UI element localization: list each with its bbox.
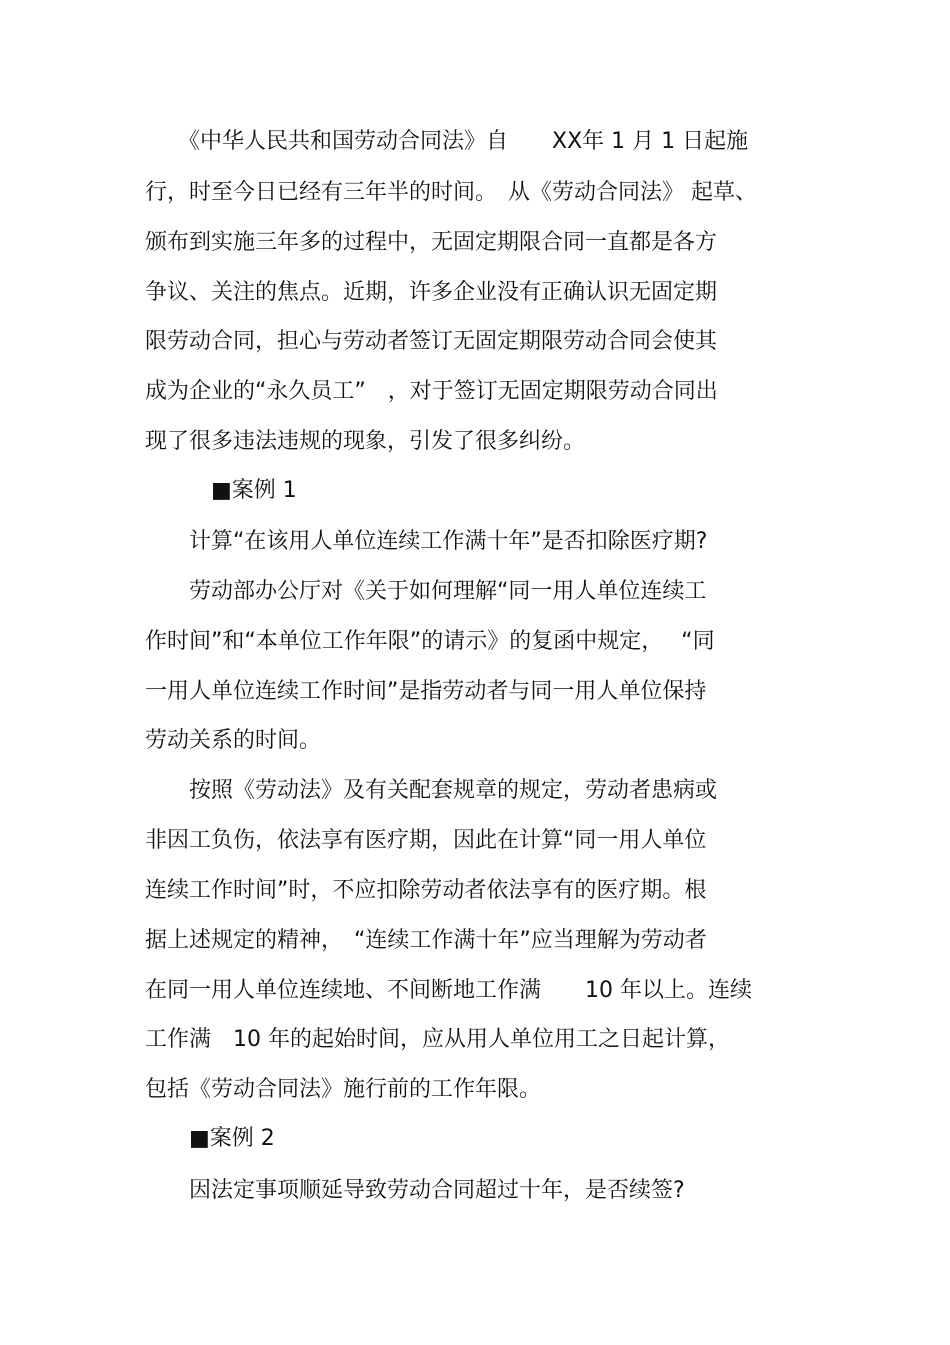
text-line: 在同一用人单位连续地、不间断地工作满 10 年以上。连续 (145, 978, 752, 1003)
text-line: 行，时至今日已经有三年半的时间。 从《劳动合同法》 起草、 (145, 180, 757, 205)
case-question: 因法定事项顺延导致劳动合同超过十年，是否续签? (145, 1178, 685, 1203)
case-heading: ■案例 2 (145, 1126, 275, 1151)
text-line: 工作满 10 年的起始时间，应从用人单位用工之日起计算， (145, 1027, 730, 1052)
text-line: 现了很多违法违规的现象，引发了很多纠纷。 (145, 429, 586, 454)
text-line: 劳动部办公厅对《关于如何理解“同一用人单位连续工 (145, 579, 707, 604)
case-heading: ■案例 1 (145, 478, 297, 503)
text-line: 包括《劳动合同法》施行前的工作年限。 (145, 1077, 542, 1102)
text-line: 《中华人民共和国劳动合同法》自 XX年 1 月 1 日起施 (145, 129, 749, 154)
text-line: 作时间”和“本单位工作年限”的请示》的复函中规定， “同 (145, 629, 715, 654)
text-line: 劳动关系的时间。 (145, 728, 322, 753)
text-line: 颁布到实施三年多的过程中，无固定期限合同一直都是各方 (145, 230, 718, 255)
text-line: 按照《劳动法》及有关配套规章的规定，劳动者患病或 (145, 778, 718, 803)
text-line: 据上述规定的精神， “连续工作满十年”应当理解为劳动者 (145, 928, 707, 953)
case-question: 计算“在该用人单位连续工作满十年”是否扣除医疗期? (145, 529, 708, 554)
text-line: 争议、关注的焦点。近期，许多企业没有正确认识无固定期 (145, 280, 718, 305)
text-line: 非因工负伤，依法享有医疗期，因此在计算“同一用人单位 (145, 828, 707, 853)
text-line: 一用人单位连续工作时间”是指劳动者与同一用人单位保持 (145, 679, 707, 704)
text-line: 连续工作时间”时，不应扣除劳动者依法享有的医疗期。根 (145, 878, 707, 903)
text-line: 成为企业的“永久员工” ，对于签订无固定期限劳动合同出 (145, 379, 718, 404)
text-line: 限劳动合同，担心与劳动者签订无固定期限劳动合同会使其 (145, 329, 718, 354)
